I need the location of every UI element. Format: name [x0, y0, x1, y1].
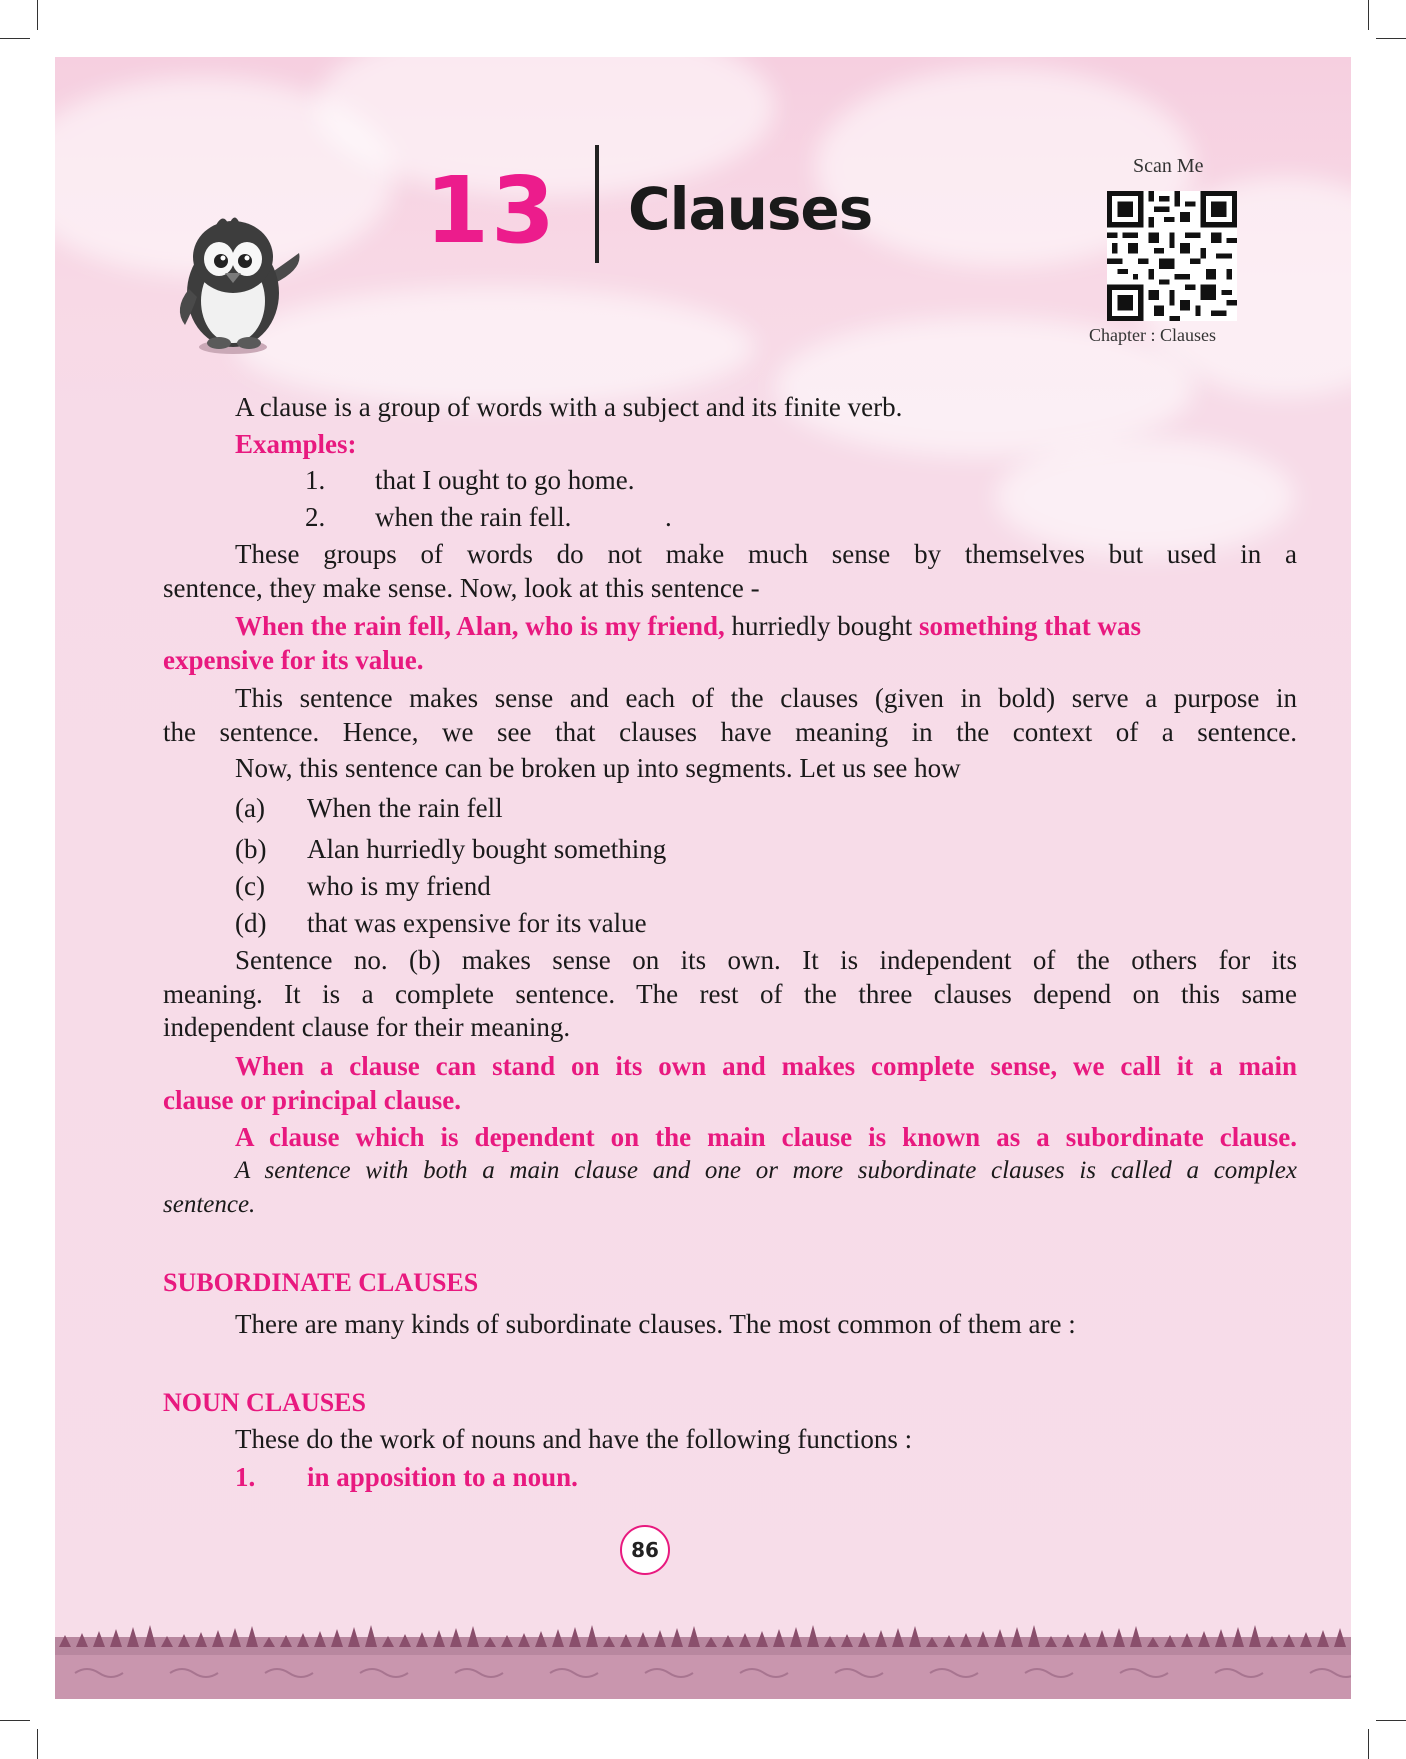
- segment-label: (a): [235, 793, 265, 823]
- crop-mark: [37, 1729, 38, 1759]
- qr-caption: Chapter : Clauses: [1089, 325, 1216, 345]
- segment-text: When the rain fell: [307, 793, 503, 823]
- segment-label: (d): [235, 908, 267, 938]
- crop-mark: [1368, 1729, 1369, 1759]
- scan-label: Scan Me: [1133, 155, 1204, 177]
- stray-dot: .: [665, 502, 672, 532]
- crop-mark: [1368, 0, 1369, 30]
- section-heading: NOUN CLAUSES: [163, 1388, 366, 1417]
- segment-label: (b): [235, 834, 267, 864]
- segment-text: Alan hurriedly bought something: [307, 834, 667, 864]
- paragraph-line: This sentence makes sense and each of the clauses (given in bold) serve a purpose in: [235, 683, 1297, 713]
- example-number: 1.: [305, 465, 326, 495]
- crop-mark: [0, 1720, 30, 1721]
- tree-shape: [246, 1626, 258, 1647]
- segment-text: that was expensive for its value: [307, 908, 647, 938]
- paragraph-line: There are many kinds of subordinate clauses. The most common of them are :: [235, 1309, 1076, 1339]
- chapter-title: Clauses: [628, 175, 873, 243]
- segment-item: [235, 906, 647, 940]
- clause-highlight: When the rain fell, Alan, who is my friend,: [235, 611, 725, 641]
- forest-border-decoration: [55, 1617, 1351, 1699]
- clause-highlight: expensive for its value.: [163, 645, 424, 675]
- page-number: 86: [620, 1525, 670, 1575]
- paragraph-line: independent clause for their meaning.: [163, 1012, 571, 1042]
- example-text: when the rain fell.: [375, 502, 572, 532]
- tree-shape: [586, 1625, 598, 1647]
- item-text: in apposition to a noun.: [307, 1462, 578, 1492]
- paragraph-line: Now, this sentence can be broken up into segments. Let us see how: [235, 753, 961, 783]
- paragraph-line: sentence, they make sense. Now, look at this sentence -: [163, 573, 760, 603]
- segment-item: [235, 791, 503, 825]
- definition-subordinate-clause: A clause which is dependent on the main clause is known as a subordinate clause.: [235, 1122, 1297, 1152]
- book-page: [55, 57, 1351, 1699]
- segment-item: [235, 869, 491, 903]
- paragraph-line: meaning. It is a complete sentence. The rest of the three clauses depend on this same: [163, 979, 1297, 1009]
- clause-highlight: something that was: [919, 611, 1142, 641]
- sentence-text: hurriedly bought: [724, 611, 920, 641]
- segment-label: (c): [235, 871, 265, 901]
- paragraph-line: These do the work of nouns and have the following functions :: [235, 1424, 913, 1454]
- paragraph-line: the sentence. Hence, we see that clauses have meaning in the context of a sentence.: [163, 717, 1297, 747]
- chapter-number: 13: [425, 157, 558, 264]
- tree-shape: [909, 1626, 921, 1647]
- tree-shape: [688, 1626, 700, 1647]
- item-number: 1.: [235, 1462, 256, 1492]
- segment-item: [235, 832, 666, 866]
- crop-mark: [1376, 38, 1406, 39]
- paragraph-line: Sentence no. (b) makes sense on its own. It is independent of the others for its: [235, 945, 1297, 975]
- example-text: that I ought to go home.: [375, 465, 635, 495]
- crop-mark: [1376, 1720, 1406, 1721]
- chapter-body: [55, 57, 1351, 1699]
- segment-text: who is my friend: [307, 871, 491, 901]
- definition-main-clause: When a clause can stand on its own and makes complete sense, we call it a main: [235, 1051, 1297, 1081]
- example-number: 2.: [305, 502, 326, 532]
- tree-shape: [365, 1625, 377, 1647]
- complex-sentence-definition: sentence.: [163, 1191, 256, 1218]
- example-item: [305, 463, 634, 497]
- tree-shape: [1028, 1625, 1040, 1647]
- tree-shape: [467, 1626, 479, 1647]
- crop-mark: [0, 38, 30, 39]
- section-heading: SUBORDINATE CLAUSES: [163, 1268, 479, 1297]
- intro-text: A clause is a group of words with a subject and its finite verb.: [235, 392, 903, 422]
- noun-function-item: [235, 1460, 578, 1494]
- paragraph-line: These groups of words do not make much sense by themselves but used in a: [235, 539, 1297, 569]
- tree-shape: [1130, 1626, 1142, 1647]
- examples-label: Examples:: [235, 429, 357, 459]
- example-sentence: [235, 609, 1141, 643]
- example-item: [305, 500, 571, 534]
- tree-shape: [144, 1625, 156, 1647]
- tree-shape: [1249, 1625, 1261, 1647]
- complex-sentence-definition: A sentence with both a main clause and one or more subordinate clauses is called a complex: [235, 1157, 1297, 1184]
- tree-shape: [807, 1625, 819, 1647]
- definition-main-clause: clause or principal clause.: [163, 1085, 462, 1115]
- crop-mark: [37, 0, 38, 30]
